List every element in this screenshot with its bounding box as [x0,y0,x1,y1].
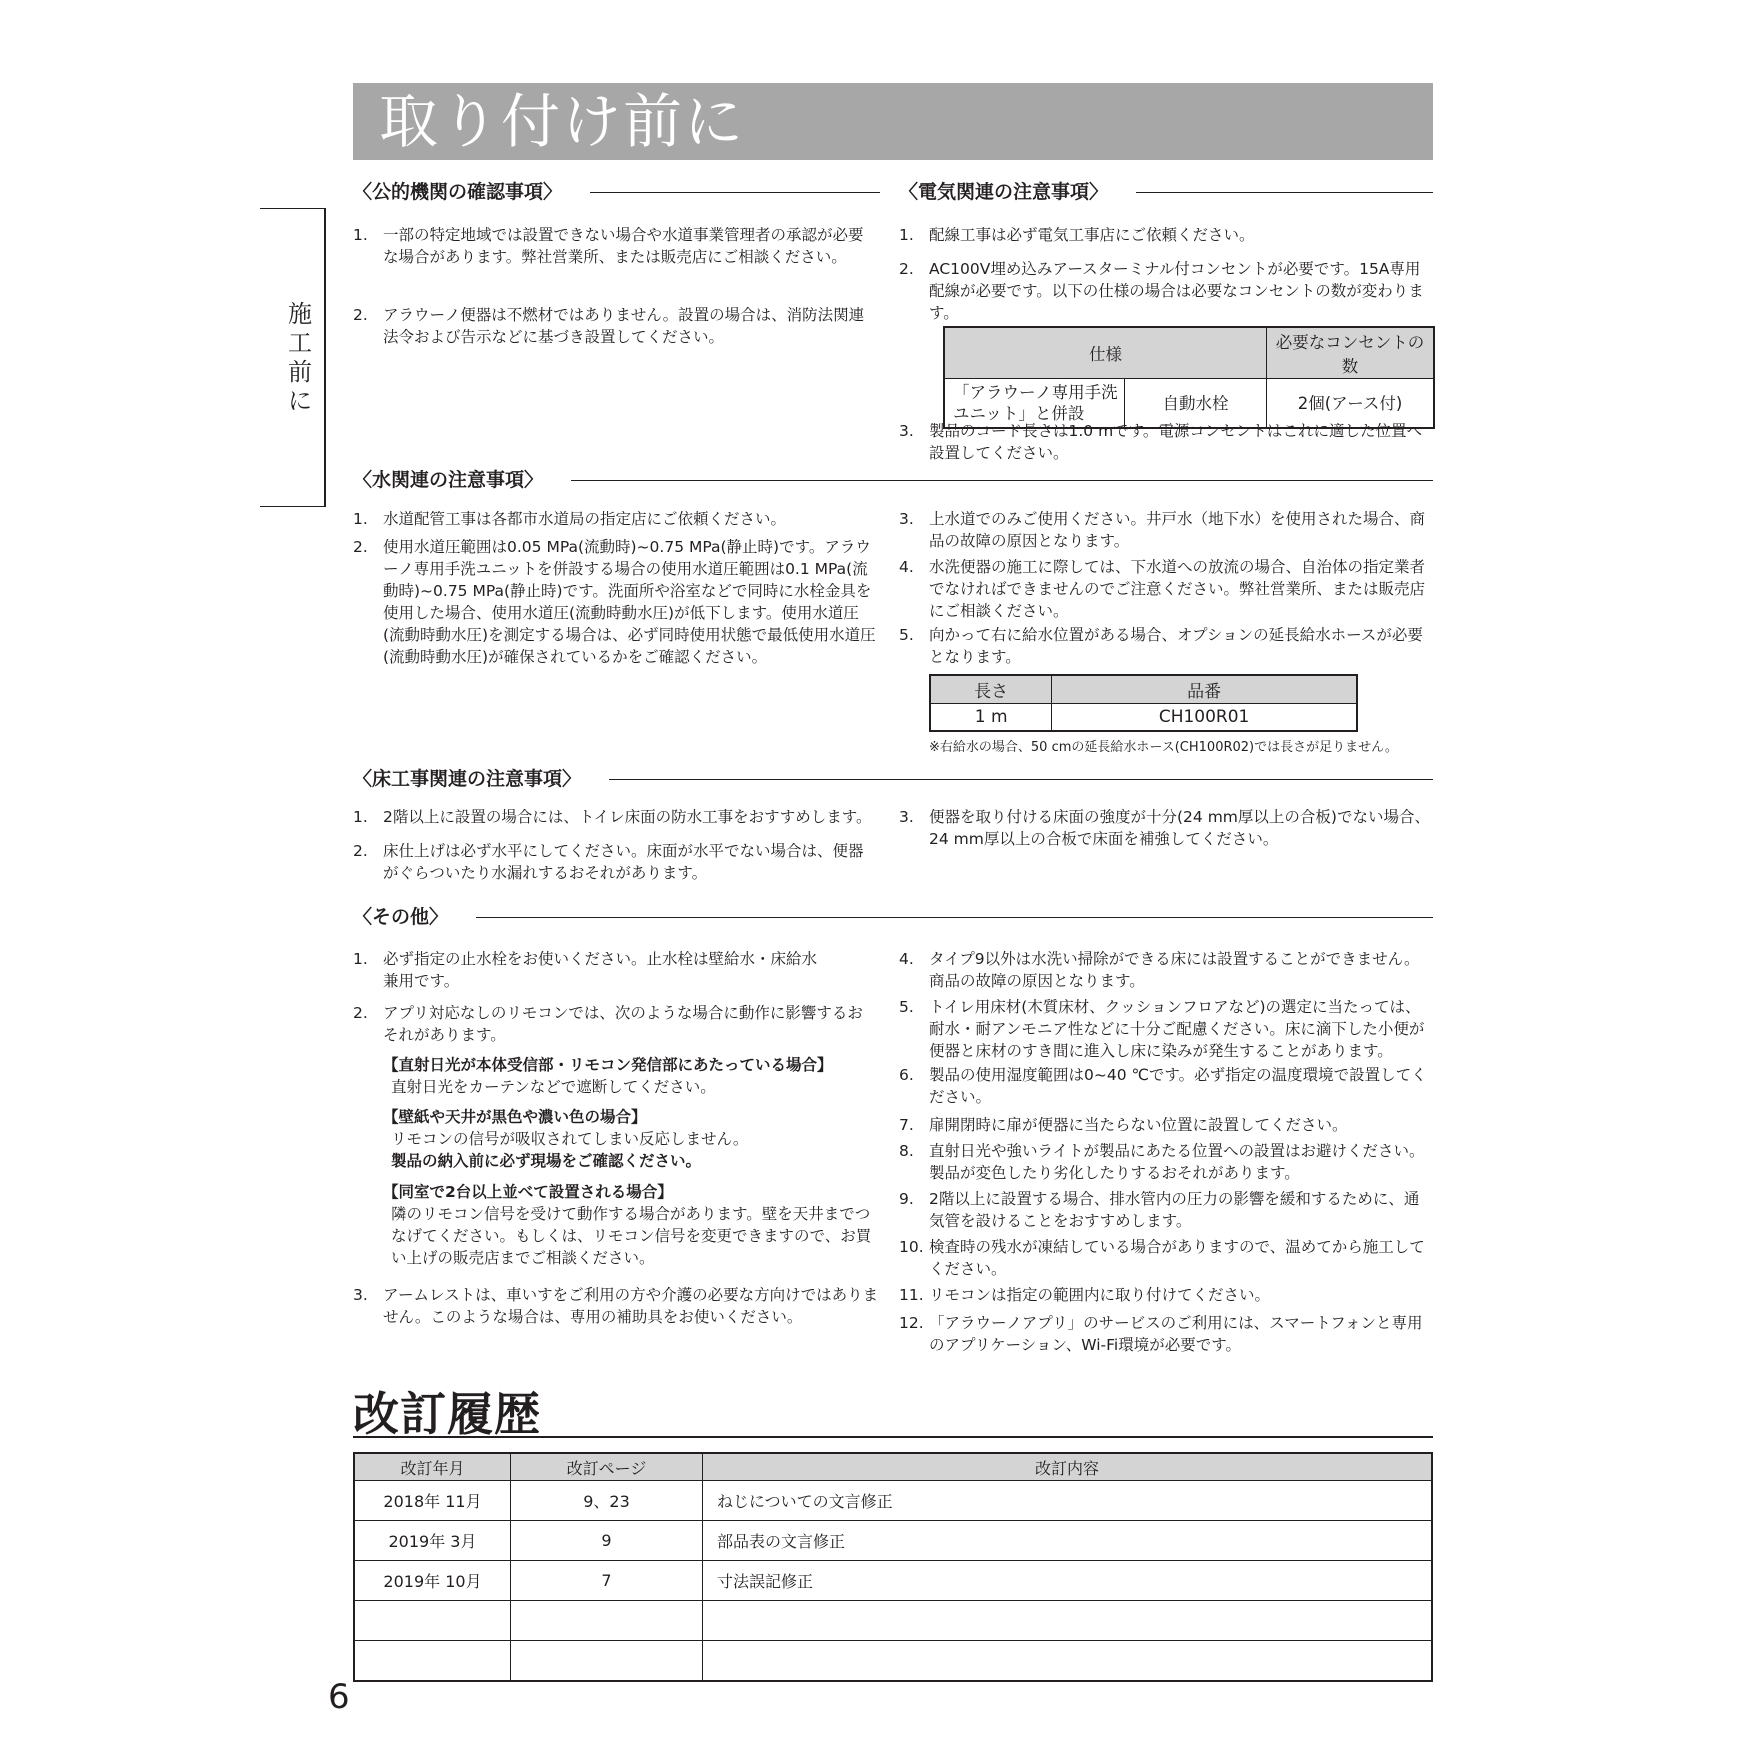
item-text: 向かって右に給水位置がある場合、オプションの延長給水ホースが必要となります。 [929,626,1423,666]
item-text: 直射日光や強いライトが製品にあたる位置への設置はお避けください。製品が変色したり劣化したりするおそれがあります。 [929,1142,1425,1182]
other-item-8 [899,1140,1433,1184]
other-heading-text: 〈その他〉 [353,906,449,928]
item-text: 水洗便器の施工に際しては、下水道への放流の場合、自治体の指定業者でなければできませんのでご注意ください。弊社営業所、または販売店にご相談ください。 [929,558,1426,620]
spec-combined-unit: 「アラウーノ専用手洗ユニット」と併設 [944,379,1125,429]
heading-rule [571,480,1433,481]
item-text: タイプ9以外は水洗い掃除ができる床には設置することができません。商品の故障の原因となります。 [929,950,1420,990]
hose-part-number: CH100R01 [1052,704,1357,732]
item-number: 3. [899,510,914,528]
water-heading [353,467,1433,493]
header-part-number: 品番 [1052,675,1357,704]
item-number: 10. [899,1238,924,1256]
item-text: 便器を取り付ける床面の強度が十分(24 mm厚以上の合板)でない場合、24 mm厚以上の合板で床面を補強してください。 [929,808,1430,848]
item-text: アラウーノ便器は不燃材ではありません。設置の場合は、消防法関連法令および告示などに基づき設置してください。 [383,306,865,346]
heading-rule [1136,192,1433,193]
spec-faucet: 自動水栓 [1125,379,1267,429]
other-item-4 [899,948,1433,992]
item-text: 検査時の残水が凍結している場合がありますので、温めてから施工してください。 [929,1238,1425,1278]
item-text: 水道配管工事は各都市水道局の指定店にご依頼ください。 [383,510,787,528]
hose-length: 1 m [930,704,1052,732]
other-item-5 [899,996,1433,1062]
empty-cell [703,1641,1433,1682]
other-item-10 [899,1236,1433,1280]
other-sub-3 [383,1181,875,1269]
item-number: 6. [899,1066,914,1084]
other-item-6 [899,1064,1433,1108]
public-item-1 [353,224,875,268]
table-row [354,1561,1432,1601]
item-number: 3. [899,808,914,826]
other-item-12 [899,1312,1433,1356]
public-item-2 [353,304,875,348]
sub-bold-text: 製品の納入前に必ず現場をご確認ください。 [391,1152,702,1170]
item-number: 1. [353,226,368,244]
revision-rule [353,1436,1433,1438]
item-number: 2. [899,260,914,278]
revision-content: 部品表の文言修正 [703,1521,1433,1561]
item-number: 2. [353,538,368,556]
sub-title: 【壁紙や天井が黒色や濃い色の場合】 [383,1108,647,1126]
item-number: 1. [353,510,368,528]
revision-content: 寸法誤記修正 [703,1561,1433,1601]
water-item-5 [899,624,1435,668]
other-item-11 [899,1284,1433,1306]
revision-page: 9 [511,1521,703,1561]
header-content: 改訂内容 [703,1453,1433,1481]
floor-heading-text: 〈床工事関連の注意事項〉 [353,768,582,790]
table-row [354,1481,1432,1521]
item-text: 使用水道圧範囲は0.05 MPa(流動時)~0.75 MPa(静止時)です。アラウーノ専用手洗ユニットを併設する場合の使用水道圧範囲は0.1 MPa(流動時)~0.75 MPa(静止時)です。洗面所や浴室などで同時に水栓金具を使用した場合、使用水道圧(流動時動水圧)が低下します。使用水道圧(流動時動水圧)を測定する場合は、必ず同時使用状態で最低使用水道圧(流動時動水圧)が確保されているかをご確認ください。 [383,538,876,666]
item-text: 必ず指定の止水栓をお使いください。止水栓は壁給水・床給水兼用です。 [383,950,818,990]
header-outlet-count: 必要なコンセントの数 [1267,327,1434,379]
floor-item-3 [899,806,1433,850]
sub-text: 隣のリモコン信号を受けて動作する場合があります。壁を天井までつなげてください。もしくは、リモコン信号を変更できますので、お買い上げの販売店までご相談ください。 [391,1205,872,1267]
item-text: 床仕上げは必ず水平にしてください。床面が水平でない場合は、便器がぐらついたり水漏れするおそれがあります。 [383,842,864,882]
side-tab-label: 施工前に [288,300,312,415]
item-text: 上水道でのみご使用ください。井戸水（地下水）を使用された場合、商品の故障の原因となります。 [929,510,1426,550]
heading-rule [590,192,880,193]
heading-rule [476,917,1433,918]
item-text: 2階以上に設置の場合には、トイレ床面の防水工事をおすすめします。 [383,808,872,826]
item-number: 1. [353,808,368,826]
item-number: 5. [899,626,914,644]
item-number: 12. [899,1314,924,1332]
electric-heading [899,179,1433,205]
item-number: 7. [899,1116,914,1134]
sub-text: 直射日光をカーテンなどで遮断してください。 [391,1078,716,1096]
water-item-1 [353,508,878,530]
header-length: 長さ [930,675,1052,704]
other-item-9 [899,1188,1433,1232]
revision-title: 改訂履歴 [353,1387,541,1441]
item-text: 「アラウーノアプリ」のサービスのご利用には、スマートフォンと専用のアプリケーション、Wi-Fi環境が必要です。 [929,1314,1423,1354]
item-number: 11. [899,1286,924,1304]
table-header-row [944,327,1434,379]
item-text: 2階以上に設置する場合、排水管内の圧力の影響を緩和するために、通気管を設けることをおすすめします。 [929,1190,1420,1230]
water-item-2 [353,536,878,668]
page-number: 6 [328,1677,350,1717]
electric-heading-text: 〈電気関連の注意事項〉 [899,181,1109,203]
other-item-2 [353,1002,873,1046]
empty-cell [354,1641,511,1682]
empty-cell [511,1601,703,1641]
page-title: 取り付け前に [379,87,746,156]
revision-date: 2019年 10月 [354,1561,511,1601]
sub-title: 【同室で2台以上並べて設置される場合】 [383,1183,673,1201]
item-text: 配線工事は必ず電気工事店にご依頼ください。 [929,226,1255,244]
revision-date: 2019年 3月 [354,1521,511,1561]
revision-page: 9、23 [511,1481,703,1521]
empty-cell [511,1641,703,1682]
revision-content: ねじについての文言修正 [703,1481,1433,1521]
item-text: アームレストは、車いすをご利用の方や介護の必要な方向けではありません。このような場合は、専用の補助具をお使いください。 [383,1286,879,1326]
item-number: 2. [353,306,368,324]
item-number: 3. [353,1286,368,1304]
other-heading [353,904,1433,930]
other-item-7 [899,1114,1433,1136]
item-text: リモコンは指定の範囲内に取り付けてください。 [929,1286,1271,1304]
heading-rule [609,779,1433,780]
header-date: 改訂年月 [354,1453,511,1481]
table-row-empty [354,1601,1432,1641]
item-text: 一部の特定地域では設置できない場合や水道事業管理者の承認が必要な場合があります。弊社営業所、または販売店にご相談ください。 [383,226,864,266]
water-item-4 [899,556,1435,622]
item-number: 8. [899,1142,914,1160]
item-number: 5. [899,998,914,1016]
empty-cell [354,1601,511,1641]
header-page: 改訂ページ [511,1453,703,1481]
item-text: 製品のコード長さは1.0 mです。電源コンセントはこれに適した位置へ設置してください。 [929,422,1422,462]
table-row [354,1521,1432,1561]
header-spec: 仕様 [944,327,1267,379]
table-header-row [930,675,1357,704]
item-number: 2. [353,842,368,860]
revision-page: 7 [511,1561,703,1601]
electric-item-1 [899,224,1433,246]
item-number: 1. [353,950,368,968]
table-row [930,704,1357,732]
sub-text: リモコンの信号が吸収されてしまい反応しません。 [391,1130,749,1148]
table-row-empty [354,1641,1432,1682]
electric-item-2 [899,258,1433,324]
item-text: 製品の使用湿度範囲は0~40 ℃です。必ず指定の温度環境で設置してください。 [929,1066,1427,1106]
empty-cell [703,1601,1433,1641]
item-number: 9. [899,1190,914,1208]
other-item-1 [353,948,831,992]
sub-title: 【直射日光が本体受信部・リモコン発信部にあたっている場合】 [383,1056,833,1074]
item-text: トイレ用床材(木質床材、クッションフロアなど)の選定に当たっては、耐水・耐アンモニア性などに十分ご配慮ください。床に滴下した小便が便器と床材のすき間に進入し床に染みが発生することがあります。 [929,998,1425,1060]
floor-heading [353,766,1433,792]
other-item-3 [353,1284,888,1328]
item-text: 扉開閉時に扉が便器に当たらない位置に設置してください。 [929,1116,1348,1134]
table-header-row [354,1453,1432,1481]
outlet-spec-table [943,326,1435,429]
revision-date: 2018年 11月 [354,1481,511,1521]
item-text: アプリ対応なしのリモコンでは、次のような場合に動作に影響するおそれがあります。 [383,1004,863,1044]
electric-item-3 [899,420,1433,464]
water-item-3 [899,508,1435,552]
other-sub-2 [383,1106,883,1172]
other-sub-1 [383,1054,883,1098]
floor-item-1 [353,806,888,828]
spec-outlet-count: 2個(アース付) [1267,379,1434,429]
item-number: 2. [353,1004,368,1022]
item-number: 4. [899,558,914,576]
item-number: 4. [899,950,914,968]
revision-table [353,1452,1433,1682]
hose-table [929,674,1358,732]
floor-item-2 [353,840,875,884]
water-heading-text: 〈水関連の注意事項〉 [353,469,544,491]
hose-note: ※右給水の場合、50 cmの延長給水ホース(CH100R02)では長さが足りません。 [929,740,1398,755]
public-heading [353,179,880,205]
item-text: AC100V埋め込みアースターミナル付コンセントが必要です。15A専用配線が必要です。以下の仕様の場合は必要なコンセントの数が変わります。 [929,260,1424,322]
public-heading-text: 〈公的機関の確認事項〉 [353,181,563,203]
item-number: 3. [899,422,914,440]
item-number: 1. [899,226,914,244]
